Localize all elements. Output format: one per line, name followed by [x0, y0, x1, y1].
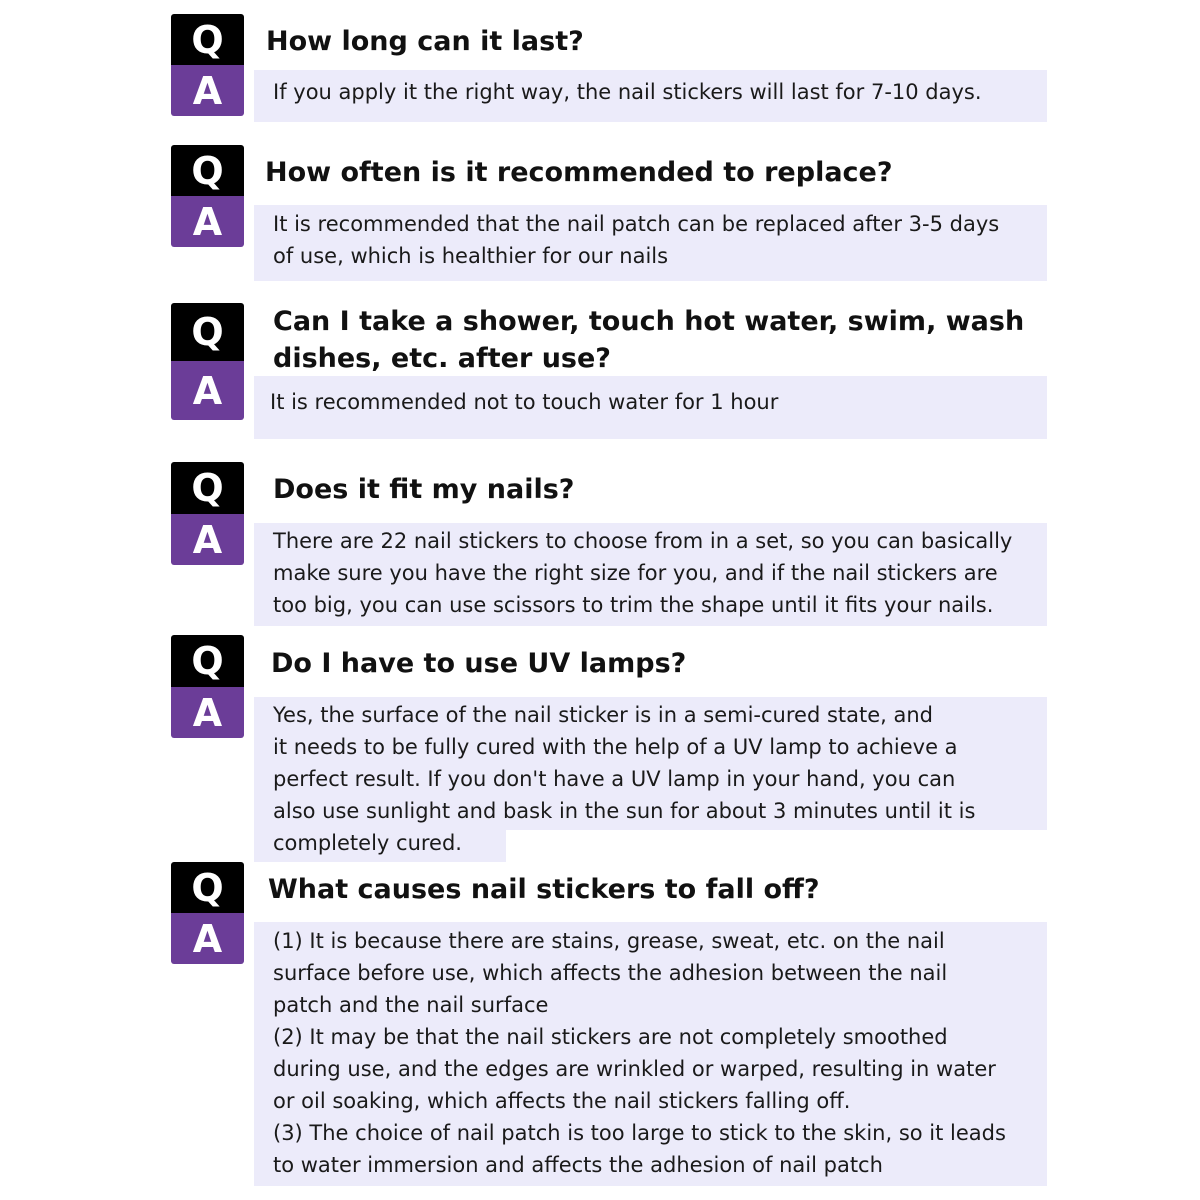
answer-panel: [254, 205, 1047, 281]
q-badge: Q: [171, 14, 244, 65]
question-text: Can I take a shower, touch hot water, swim, wash dishes, etc. after use?: [273, 306, 1025, 374]
question-text: Does it fit my nails?: [273, 474, 575, 505]
answer-text: (1) It is because there are stains, grease, sweat, etc. on the nail surface before use, which affects the adhesion between the nail patch and the nail surface (2) It may be that the nail stickers are not completely smoothed during use, and the edges are wrinkled or warped, resulting in water or oil soaking, which affects the nail stickers falling off. (3) The choice of nail patch is too large to stick to the skin, so it leads to water immersion and affects the adhesion of nail patch: [273, 929, 1006, 1177]
a-badge: A: [171, 687, 244, 738]
answer-panel: [254, 376, 1047, 439]
q-badge: Q: [171, 635, 244, 687]
answer-text: If you apply it the right way, the nail stickers will last for 7-10 days.: [273, 80, 982, 104]
question-text: How long can it last?: [266, 26, 584, 57]
answer-text: Yes, the surface of the nail sticker is in a semi-cured state, and it needs to be fully cured with the help of a UV lamp to achieve a perfect result. If you don't have a UV lamp in your hand, you can also use sunlight and bask in the sun for about 3 minutes until it is completely cured.: [273, 703, 976, 855]
a-badge: A: [171, 514, 244, 565]
answer-panel: [254, 922, 1047, 1186]
q-badge: Q: [171, 303, 244, 361]
answer-text: It is recommended not to touch water for 1 hour: [270, 390, 779, 414]
q-badge: Q: [171, 462, 244, 514]
answer-panel: [254, 70, 1047, 122]
a-badge: A: [171, 196, 244, 247]
answer-text: It is recommended that the nail patch can be replaced after 3-5 days of use, which is healthier for our nails: [273, 212, 1000, 268]
a-badge: A: [171, 913, 244, 964]
answer-text: There are 22 nail stickers to choose from in a set, so you can basically make sure you have the right size for you, and if the nail stickers are too big, you can use scissors to trim the shape until it fits your nails.: [273, 529, 1013, 617]
q-badge: Q: [171, 862, 244, 913]
question-text: How often is it recommended to replace?: [265, 157, 893, 188]
answer-panel: [254, 523, 1047, 626]
a-badge: A: [171, 361, 244, 420]
a-badge: A: [171, 65, 244, 116]
q-badge: Q: [171, 145, 244, 196]
question-text: What causes nail stickers to fall off?: [268, 874, 820, 905]
answer-panel: [254, 697, 1047, 862]
question-text: Do I have to use UV lamps?: [271, 648, 687, 679]
